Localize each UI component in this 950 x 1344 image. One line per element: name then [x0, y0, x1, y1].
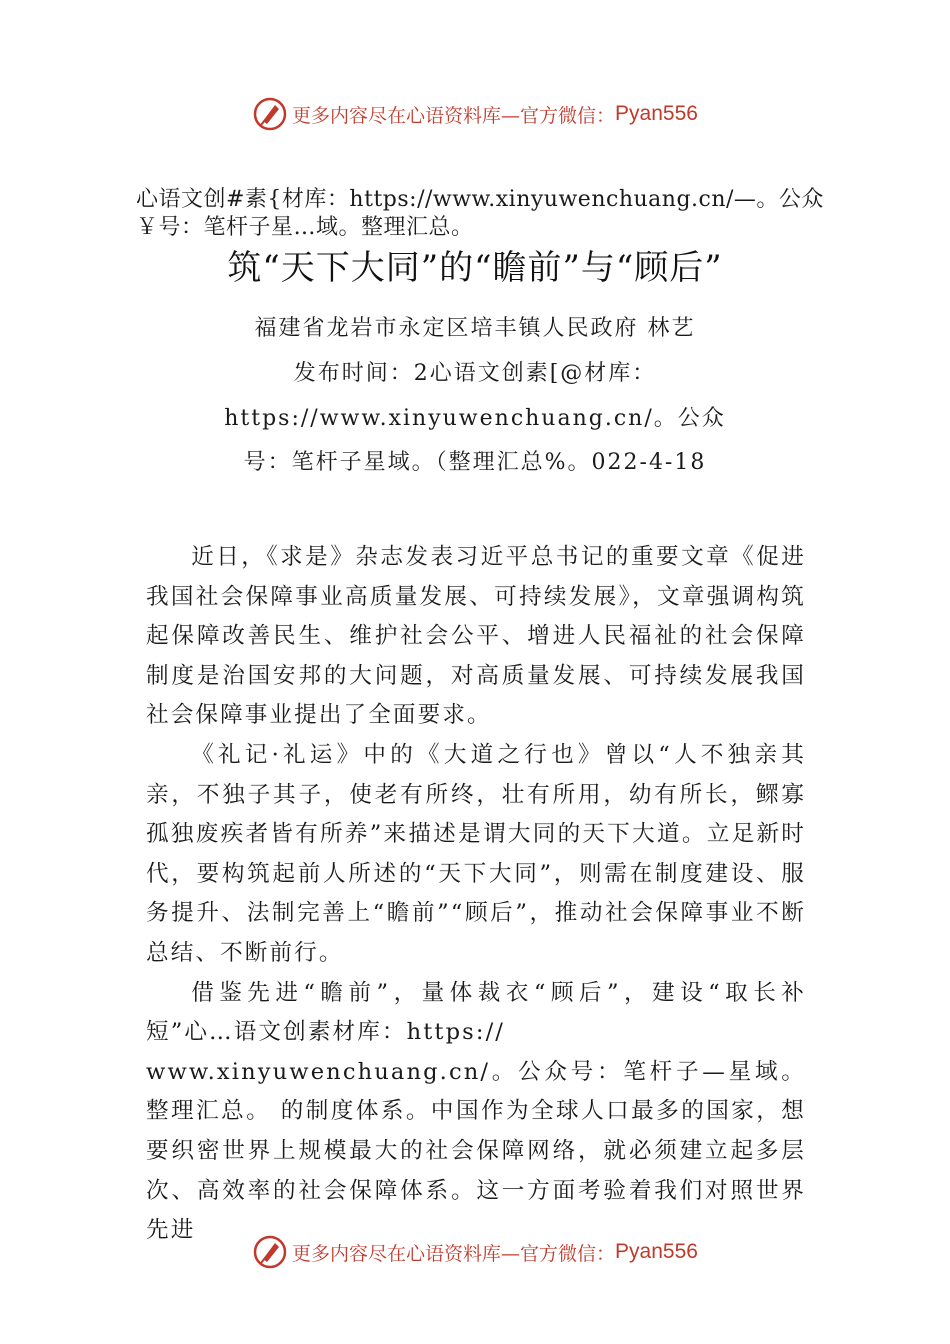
watermark-banner-bottom [0, 1232, 950, 1272]
pen-nib-icon [252, 1234, 288, 1270]
banner-text: 更多内容尽在心语资料库—官方微信： [292, 104, 616, 127]
banner-contact: Pyan556 [615, 102, 698, 125]
publish-line-2: https://www.xinyuwenchuang.cn/。公众 [224, 406, 726, 431]
banner-contact: Pyan556 [615, 1240, 698, 1263]
watermark-banner-top [0, 94, 950, 134]
publish-line-3: 号：笔杆子星域。（整理汇总%。022-4-18 [243, 450, 707, 475]
article-title: 筑“天下大同”的“瞻前”与“顾后” [227, 248, 723, 288]
banner-text: 更多内容尽在心语资料库—官方微信： [292, 1242, 616, 1265]
author-line: 福建省龙岩市永定区培丰镇人民政府 林艺 [254, 316, 696, 341]
paragraph: 近日，《求是》杂志发表习近平总书记的重要文章《促进我国社会保障事业高质量发展、可持续发展》，文章强调构筑起保障改善民生、维护社会公平、增进人民福祉的社会保障制度是治国安邦的大问题，对高质量发展、可持续发展我国社会保障事业提出了全面要求。 [146, 544, 806, 729]
article-body [146, 538, 806, 1251]
header-note: 心语文创#素{材库：https://www.xinyuwenchuang.cn/—。公众￥号：笔杆子星…域。整理汇总。 [136, 187, 824, 240]
paragraph: 《礼记·礼运》中的《大道之行也》曾以“人不独亲其亲，不独子其子，使老有所终，壮有所用，幼有所长，鳏寡孤独废疾者皆有所养”来描述是谓大同的天下大道。立足新时代，要构筑起前人所述的“天下大同”，则需在制度建设、服务提升、法制完善上“瞻前”“顾后”，推动社会保障事业不断总结、不断前行。 [146, 741, 806, 966]
paragraph: www.xinyuwenchuang.cn/。公众号：笔杆子—星域。整理汇总。 的制度体系。中国作为全球人口最多的国家，想要织密世界上规模最大的社会保障网络，就必须建立起多层次、高效率的社会保障体系。这一方面考验着我们对照世界先进 [146, 1058, 806, 1244]
paragraph: 借鉴先进“瞻前”，量体裁衣“顾后”，建设“取长补短”心…语文创素材库：https:// [146, 979, 806, 1046]
publish-line-1: 发布时间：2心语文创素[@材库： [293, 361, 657, 386]
pen-nib-icon [252, 96, 288, 132]
